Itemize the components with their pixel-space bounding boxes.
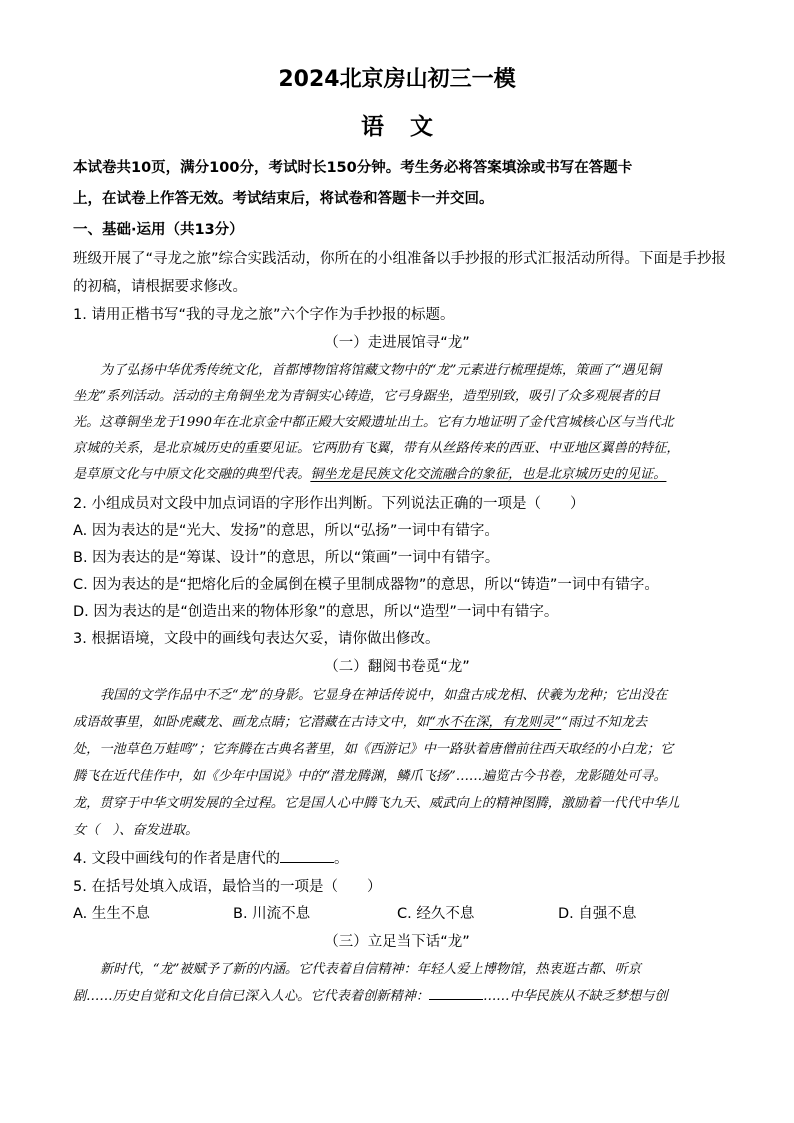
passage-1-line-5-text: 是草原文化与中原文化交融的典型代表。 [73, 467, 311, 482]
passage-3-line-2-text: 剧……历史自觉和文化自信已深入人心。它代表着创新精神： [73, 989, 430, 1004]
passage-3-line-2 [73, 985, 733, 1004]
question-4 [73, 847, 733, 868]
passage-2-line-4: 腾飞在近代佳作中，如《少年中国说》中的“潜龙腾渊，鳞爪飞扬”……遍览古今书卷，龙影随处可寻。 [73, 769, 667, 784]
passage-2-line-5: 龙，贯穿于中华文明发展的全过程。它是国人心中腾飞九天、威武向上的精神图腾，激励着一代代中华儿 [73, 796, 680, 811]
passage-1-line-3: 光。这尊铜坐龙于1990年在北京金中都正殿大安殿遗址出土。它有力地证明了金代宫城核心区与当代北 [73, 415, 674, 430]
passage-1-line-1: 为了弘扬中华优秀传统文化，首都博物馆将馆藏文物中的“龙”元素进行梳理提炼，策画了“遇见铜 [100, 363, 661, 378]
instructions-line-2: 上，在试卷上作答无效。考试结束后，将试卷和答题卡一并交回。 [73, 191, 494, 207]
passage-2-line-2-text: 成语故事里，如卧虎藏龙、画龙点睛；它潜藏在古诗文中，如 [73, 715, 430, 730]
passage-2-line-6: 女（ ）、奋发进取。 [73, 823, 199, 838]
question-2-option-c: C. 因为表达的是“把熔化后的金属倒在模子里制成器物”的意思，所以“铸造”一词中有错字。 [73, 577, 659, 593]
passage-2-line-3: 处，一池草色万蛙鸣”；它奔腾在古典名著里，如《西游记》中一路驮着唐僧前往西天取经的小白龙；它 [73, 742, 674, 757]
underlined-sentence: 铜坐龙是民族文化交流融合的象征，也是北京城历史的见证。 [310, 467, 667, 482]
section-heading: 一、基础·运用（共13分） [73, 222, 244, 238]
question-4-end: 。 [333, 851, 349, 867]
section-intro-1: 班级开展了“寻龙之旅”综合实践活动，你所在的小组准备以手抄报的形式汇报活动所得。下面是手抄报 [73, 251, 727, 267]
exam-title: 2024北京房山初三一模 [278, 67, 516, 92]
question-5-option-b: B. 川流不息 [233, 906, 311, 922]
instructions-line-1: 本试卷共10页，满分100分，考试时长150分钟。考生务必将答案填涂或书写在答题卡 [73, 160, 633, 176]
question-5-option-c: C. 经久不息 [397, 906, 475, 922]
question-5-option-a: A. 生生不息 [73, 906, 150, 922]
question-1: 1. 请用正楷书写“我的寻龙之旅”六个字作为手抄报的标题。 [73, 307, 455, 323]
question-5-option-d: D. 自强不息 [558, 906, 637, 922]
question-2-option-d: D. 因为表达的是“创造出来的物体形象”的意思，所以“造型”一词中有错字。 [73, 604, 559, 620]
passage-1-line-4: 京城的关系，是北京城历史的重要见证。它两肋有飞翼，带有从丝路传来的西亚、中亚地区翼兽的特征， [73, 441, 680, 456]
question-2-stem: 2. 小组成员对文段中加点词语的字形作出判断。下列说法正确的一项是（ ） [73, 496, 585, 512]
part-1-heading: （一）走进展馆寻“龙” [324, 335, 470, 351]
answer-blank[interactable] [280, 850, 334, 863]
part-2-heading: （二）翻阅书卷觅“龙” [324, 659, 470, 675]
question-4-stem: 4. 文段中画线句的作者是唐代的 [73, 851, 280, 867]
passage-1-line-5 [73, 463, 733, 482]
underlined-poem-line: “水不在深，有龙则灵” [429, 715, 562, 730]
passage-2-line-2 [73, 711, 733, 730]
passage-2-line-2-end: “雨过不知龙去 [561, 715, 648, 730]
part-3-heading: （三）立足当下话“龙” [324, 934, 470, 950]
passage-2-line-1: 我国的文学作品中不乏“龙”的身影。它显身在神话传说中，如盘古成龙相、伏羲为龙种；它出没在 [100, 688, 668, 703]
question-3: 3. 根据语境，文段中的画线句表达欠妥，请你做出修改。 [73, 631, 440, 647]
question-5-stem: 5. 在括号处填入成语，最恰当的一项是（ ） [73, 879, 382, 895]
answer-blank-2[interactable] [429, 987, 483, 1000]
passage-1-line-2: 坐龙”系列活动。活动的主角铜坐龙为青铜实心铸造，它弓身踞坐，造型别致，吸引了众多观展者的目 [73, 389, 660, 404]
question-2-option-a: A. 因为表达的是“光大、发扬”的意思，所以“弘扬”一词中有错字。 [73, 523, 499, 539]
subject-title: 语文 [361, 114, 459, 140]
question-2-option-b: B. 因为表达的是“筹谋、设计”的意思，所以“策画”一词中有错字。 [73, 550, 500, 566]
section-intro-2: 的初稿，请根据要求修改。 [73, 279, 247, 295]
passage-3-line-1: 新时代，“龙”被赋予了新的内涵。它代表着自信精神：年轻人爱上博物馆，热衷逛古都、听京 [100, 962, 641, 977]
passage-3-line-2-end: ……中华民族从不缺乏梦想与创 [483, 989, 668, 1004]
